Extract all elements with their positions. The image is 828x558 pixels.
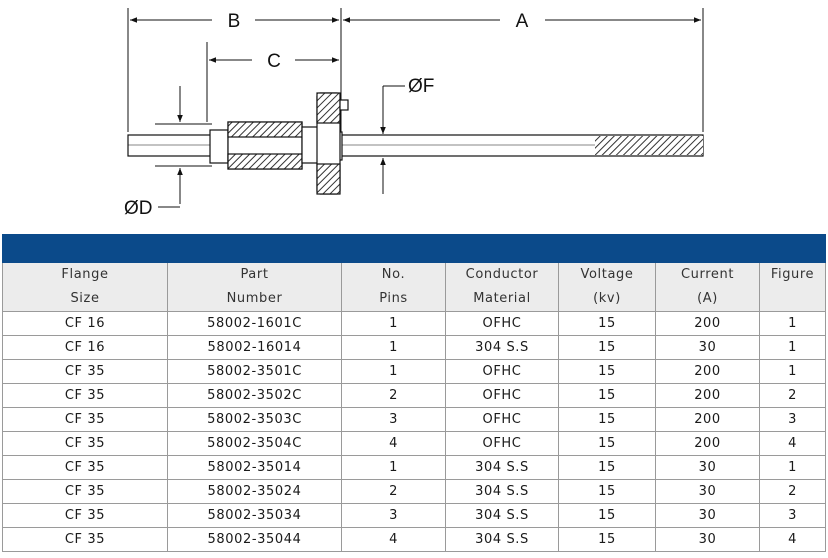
table-row [3,408,826,432]
table-cell: 15 [559,504,656,528]
column-header-line1: Conductor [465,267,539,282]
table-cell: OFHC [446,360,559,384]
table-cell: 58002-35044 [168,528,342,552]
table-cell: 30 [656,336,760,360]
table-cell: 58002-3501C [168,360,342,384]
table-cell: 58002-35014 [168,456,342,480]
table-cell: OFHC [446,384,559,408]
column-header [168,263,342,312]
table-cell: 1 [342,312,446,336]
table-cell: 3 [760,408,826,432]
table-cell: 30 [656,456,760,480]
column-header-line1: Current [680,267,735,282]
table-cell: CF 35 [3,504,168,528]
column-header-line2: Material [473,291,531,306]
table-cell: 1 [342,336,446,360]
feedthrough-drawing [0,0,828,232]
dim-label-b: B [227,11,241,32]
table-row [3,480,826,504]
table-cell: 1 [760,456,826,480]
table-cell: 58002-35024 [168,480,342,504]
column-header-line1: Voltage [580,267,634,282]
table-cell: 30 [656,504,760,528]
column-header-line2: Size [70,291,100,306]
table-cell: OFHC [446,408,559,432]
table-cell: 15 [559,336,656,360]
dim-label-c: C [267,51,281,72]
table-cell: 15 [559,384,656,408]
column-header-line1: Flange [61,267,109,282]
table-row [3,432,826,456]
table-cell: 200 [656,360,760,384]
table-cell: 58002-16014 [168,336,342,360]
table-row [3,384,826,408]
column-header [446,263,559,312]
feedthrough-body [128,93,703,194]
column-header [342,263,446,312]
table-cell: 200 [656,408,760,432]
table-row [3,336,826,360]
table-cell: 200 [656,432,760,456]
table-cell: 15 [559,480,656,504]
table-cell: CF 35 [3,456,168,480]
column-header-line1: No. [381,267,406,282]
table-cell: 3 [342,408,446,432]
table-row [3,504,826,528]
table-cell: CF 35 [3,432,168,456]
table-cell: CF 35 [3,408,168,432]
table-cell: OFHC [446,432,559,456]
table-cell: CF 35 [3,528,168,552]
table-cell: CF 35 [3,384,168,408]
table-cell: CF 16 [3,312,168,336]
table-cell: 1 [760,336,826,360]
column-header [760,263,826,312]
table-cell: CF 35 [3,360,168,384]
column-header-line2: Pins [379,291,408,306]
table-cell: CF 16 [3,336,168,360]
table-cell: 58002-3503C [168,408,342,432]
column-header-line1: Figure [770,267,815,282]
table-cell: 58002-3504C [168,432,342,456]
table-cell: 1 [342,360,446,384]
table-title-bar [3,235,826,263]
column-header [559,263,656,312]
table-cell: 2 [760,480,826,504]
table-cell: 4 [342,528,446,552]
table-header-row [3,263,826,312]
table-cell: 3 [760,504,826,528]
table-cell: 58002-1601C [168,312,342,336]
table-cell: 15 [559,528,656,552]
table-cell: 304 S.S [446,528,559,552]
table-cell: 4 [760,528,826,552]
table-cell: 2 [342,384,446,408]
column-header [3,263,168,312]
table-cell: 200 [656,312,760,336]
table-cell: 1 [342,456,446,480]
table-cell: 15 [559,360,656,384]
table-row [3,456,826,480]
table-cell: 304 S.S [446,504,559,528]
column-header-line1: Part [240,267,269,282]
dim-label-f: ØF [408,76,435,97]
table-row [3,360,826,384]
table-cell: 30 [656,480,760,504]
table-cell: 304 S.S [446,456,559,480]
table-cell: 58002-3502C [168,384,342,408]
table-cell: 2 [342,480,446,504]
table-row [3,528,826,552]
column-header [656,263,760,312]
table-cell: CF 35 [3,480,168,504]
table-cell: OFHC [446,312,559,336]
table-cell: 2 [760,384,826,408]
dim-label-a: A [515,11,529,32]
column-header-line2: (A) [697,291,718,306]
table-cell: 304 S.S [446,480,559,504]
table-cell: 15 [559,312,656,336]
table-cell: 4 [342,432,446,456]
table-cell: 1 [760,360,826,384]
spec-table [2,234,826,552]
table-cell: 15 [559,408,656,432]
column-header-line2 [760,287,825,311]
dimension-lines [130,20,701,207]
table-cell: 4 [760,432,826,456]
dim-label-d: ØD [124,198,153,219]
table-cell: 58002-35034 [168,504,342,528]
table-cell: 304 S.S [446,336,559,360]
table-cell: 30 [656,528,760,552]
table-cell: 15 [559,432,656,456]
column-header-line2: (kv) [593,291,621,306]
table-cell: 200 [656,384,760,408]
table-cell: 1 [760,312,826,336]
column-header-line2: Number [226,291,283,306]
table-cell: 15 [559,456,656,480]
table-cell: 3 [342,504,446,528]
table-row [3,312,826,336]
title-bar-cell [3,235,826,263]
